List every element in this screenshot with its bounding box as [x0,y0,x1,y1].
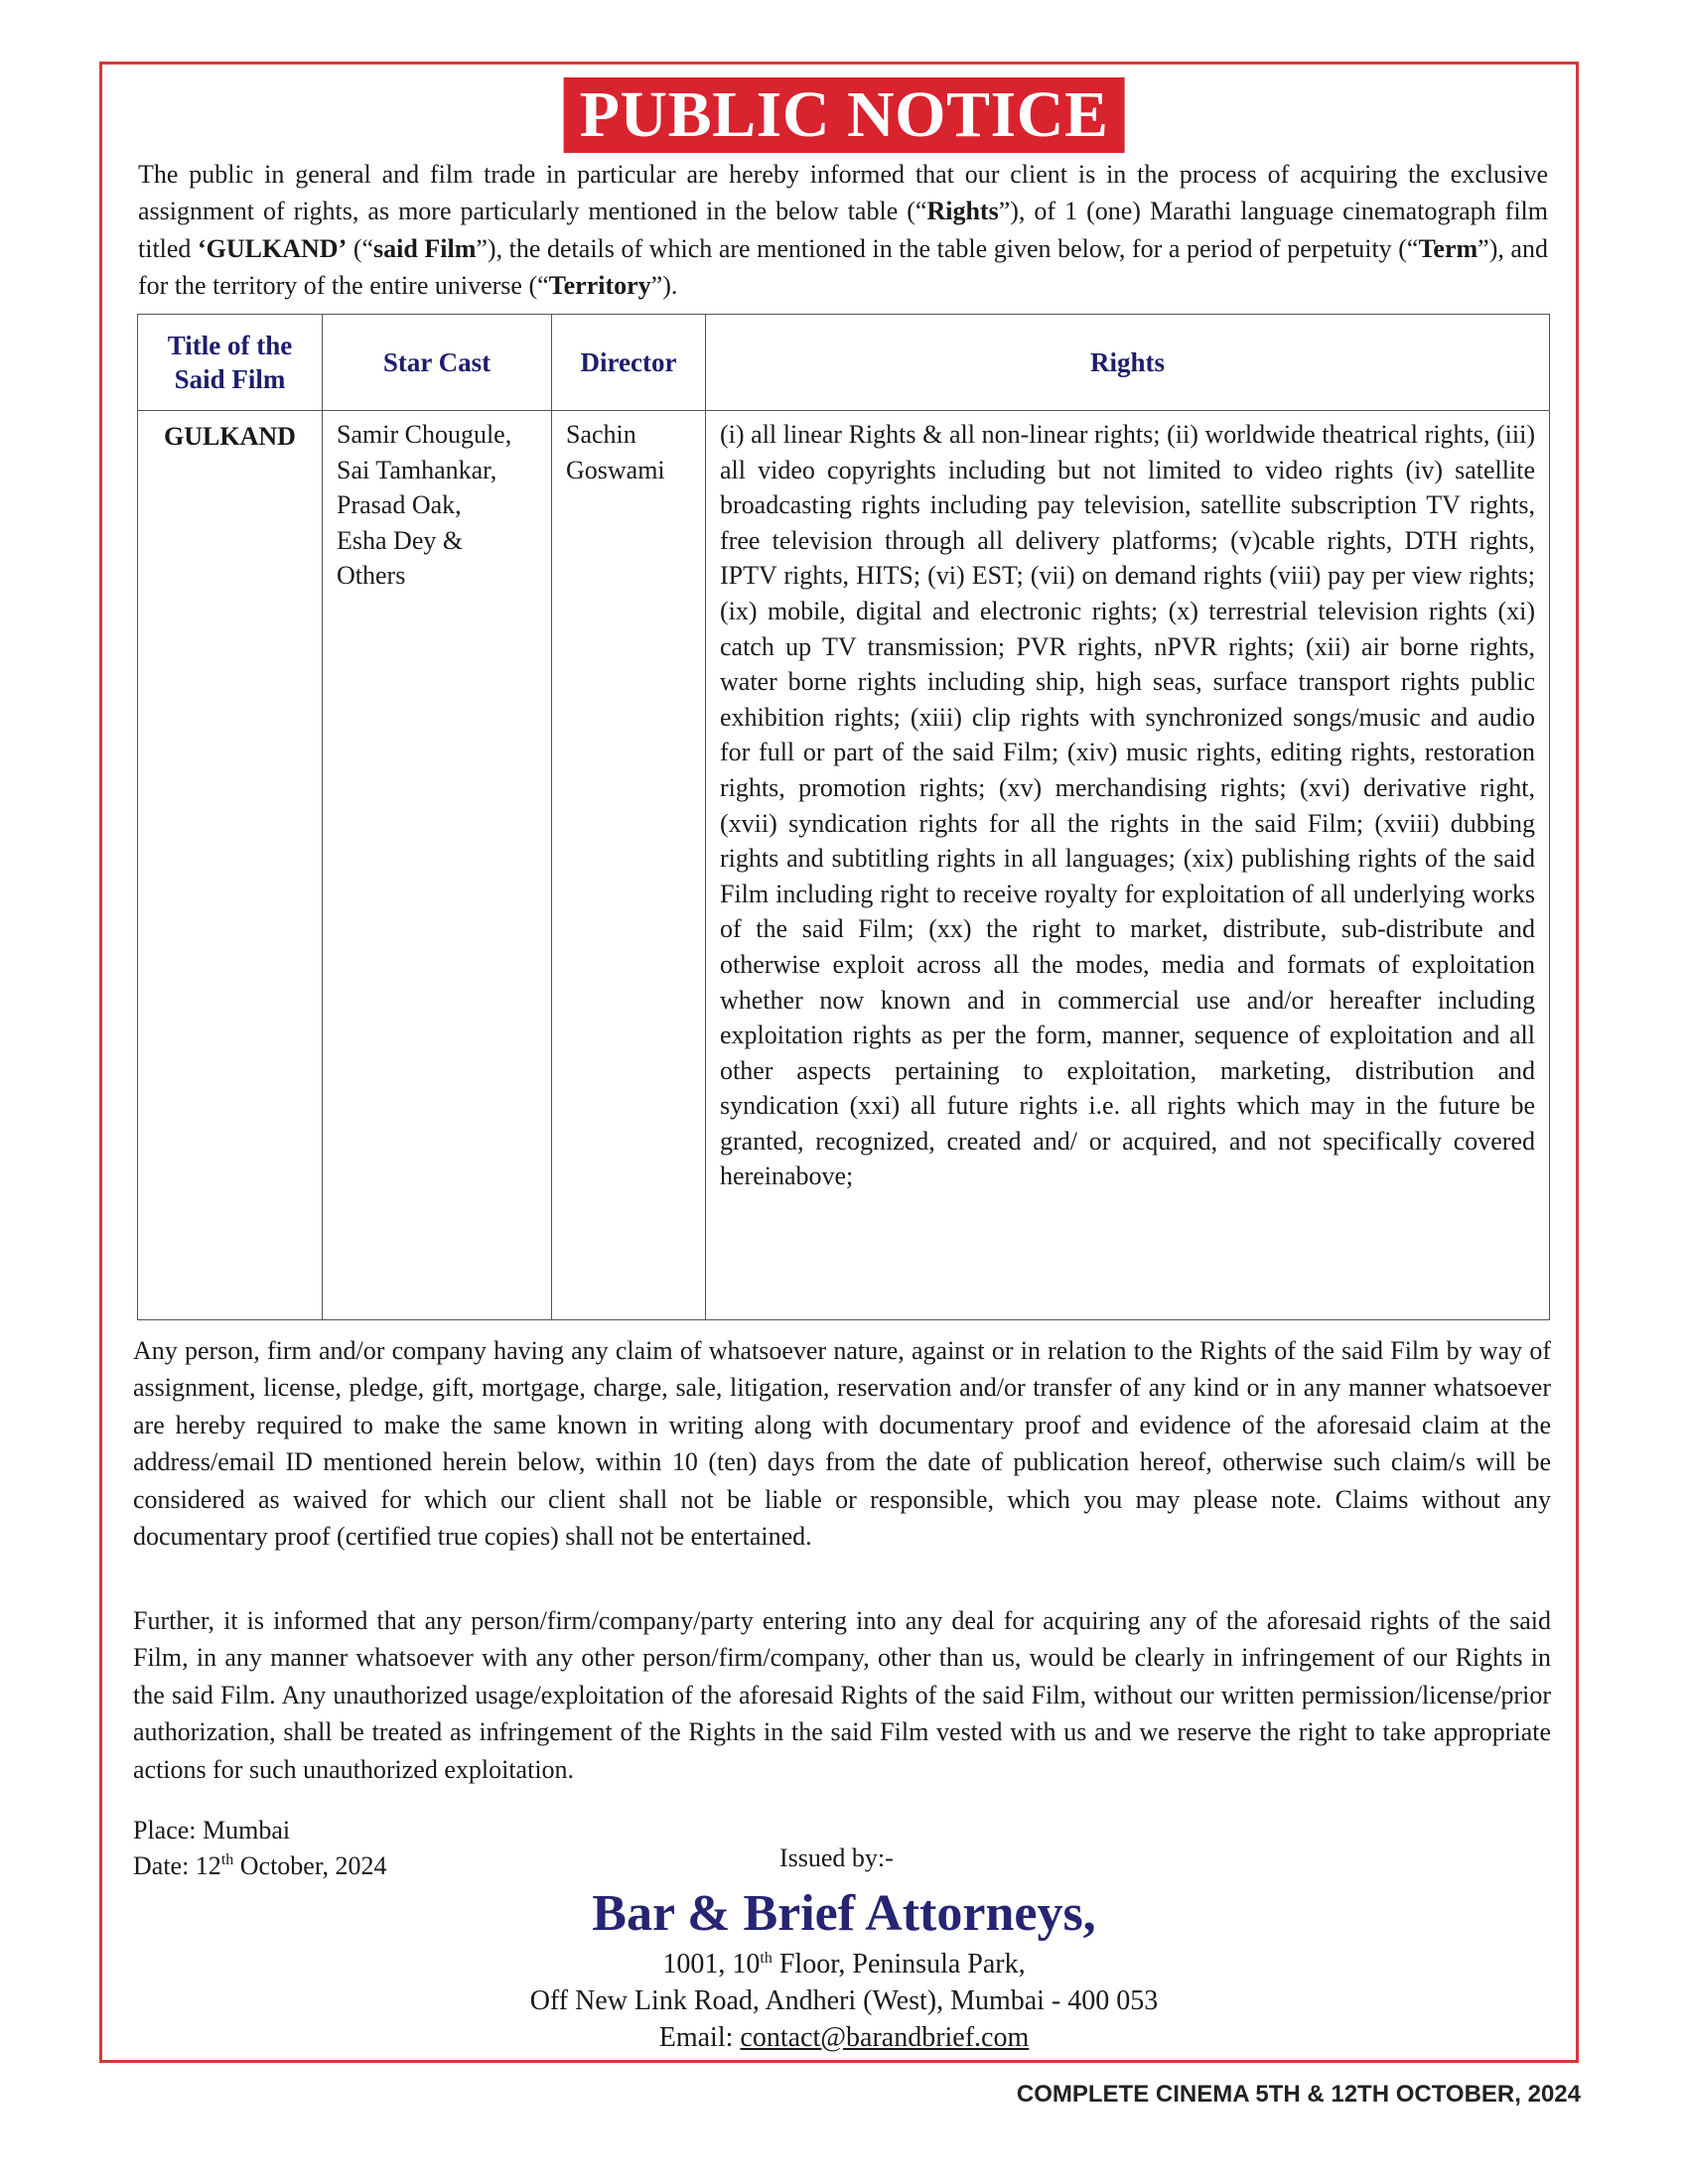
publication-footer: COMPLETE CINEMA 5TH & 12TH OCTOBER, 2024 [1016,2081,1581,2108]
header-director: Director [552,315,706,411]
intro-text-run: ”). [650,271,678,301]
intro-text-run: (“ [347,233,374,263]
header-star-cast: Star Cast [323,315,552,411]
header-rights: Rights [706,315,1550,411]
intro-paragraph [138,156,1548,305]
intro-text-run: ”), and for the territory of the entire universe (“ [138,233,1548,301]
intro-bold-term: said Film [373,233,477,263]
address-line-2: Off New Link Road, Andheri (West), Mumbai - 400 053 [529,1985,1159,2016]
rights-table [137,314,1550,1320]
infringement-paragraph: Further, it is informed that any person/firm/company/party entering into any deal for acquiring any of the aforesaid rights of the said Film, in any manner whatsoever with any other person/firm/company, other than us, would be clearly in infringement of our Rights in the said Film. Any unauthorized usage/exploitation of the aforesaid Rights of the said Film, without our written permission/license/prior authorization, shall be treated as infringement of the Rights in the said Film vested with us and we reserve the right to take appropriate actions for such unauthorized exploitation. [133,1606,1551,1784]
intro-text-run: The public in general and film trade in particular are hereby informed that our client is in the process of acquiring the exclusive assignment of rights, as more particularly mentioned in the below table (“ [138,160,1548,226]
cell-film-title: GULKAND [138,411,323,1320]
address-line-1: 1001, 10th Floor, Peninsula Park, [662,1949,1026,1979]
intro-bold-term: Territory [548,271,651,301]
intro-bold-term: ‘GULKAND’ [198,233,348,263]
claim-paragraph: Any person, firm and/or company having any claim of whatsoever nature, against or in relation to the Rights of the said Film by way of assignment, license, pledge, gift, mortgage, charge, sale, litigation, reservation and/or transfer of any kind or in any manner whatsoever are hereby required to make the same known in writing along with documentary proof and evidence of the aforesaid claim at the address/email ID mentioned herein below, within 10 (ten) days from the date of publication hereof, otherwise such claim/s will be considered as waived for which our client shall not be liable or responsible, which you may please note. Claims without any documentary proof (certified true copies) shall not be entertained. [133,1336,1551,1552]
cell-director: Sachin Goswami [552,411,706,1320]
place-date-block [133,1813,386,1884]
cell-star-cast: Samir Chougule, Sai Tamhankar, Prasad Oak, Esha Dey & Others [323,411,552,1320]
intro-text-run: ”), of 1 (one) Marathi language cinematograph film titled [138,197,1548,263]
header-title: Title of the Said Film [138,315,323,411]
place-text: Place: Mumbai [133,1816,291,1844]
email-line: Email: contact@barandbrief.com [658,2022,1030,2053]
table-row [138,411,1550,1320]
cell-rights: (i) all linear Rights & all non-linear rights; (ii) worldwide theatrical rights, (iii) all video copyrights including but not limited to video rights (iv) satellite broadcasting rights including pay television, satellite subscription TV rights, free television through all delivery platforms; (v)cable rights, DTH rights, IPTV rights, HITS; (vi) EST; (vii) on demand rights (viii) pay per view rights; (ix) mobile, digital and electronic rights; (x) terrestrial television rights (xi) catch up TV transmission; PVR rights, nPVR rights; (xii) air borne rights, water borne rights including ship, high seas, surface transport rights public exhibition rights; (xiii) clip rights with synchronized songs/music and audio for full or part of the said Film; (xiv) music rights, editing rights, restoration rights, promotion rights; (xv) merchandising rights; (xvi) derivative right, (xvii) syndication rights for all the rights in the said Film; (xviii) dubbing rights and subtitling rights in all languages; (xix) publishing rights of the said Film including right to receive royalty for exploitation of all underlying works of the said Film; (xx) the right to market, distribute, sub-distribute and otherwise exploit across all the modes, media and formats of exploitation whether now known and in commercial use and/or hereafter including exploitation rights as per the form, manner, sequence of exploitation and all other aspects pertaining to exploitation, marketing, distribution and syndication (xxi) all future rights i.e. all rights which may in the future be granted, recognized, created and/ or acquired, and not specifically covered hereinabove; [706,411,1550,1320]
issued-by-label: Issued by:- [779,1843,894,1872]
firm-name: Bar & Brief Attorneys, [592,1885,1096,1942]
intro-bold-term: Rights [926,197,999,226]
date-text: Date: 12th October, 2024 [133,1851,387,1880]
table-header-row [138,315,1550,411]
email-link[interactable]: contact@barandbrief.com [740,2022,1030,2053]
intro-text-run: ”), the details of which are mentioned in the table given below, for a period of perpetuity (“ [476,233,1419,263]
notice-banner: PUBLIC NOTICE [564,77,1125,153]
intro-bold-term: Term [1418,233,1478,263]
